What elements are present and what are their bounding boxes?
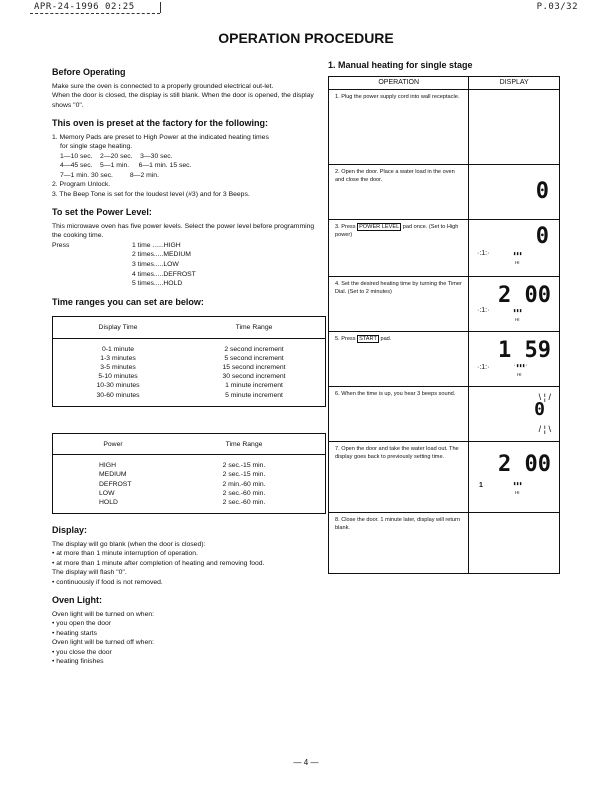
oven-light-heading: Oven Light: (52, 595, 102, 606)
power-bars-icon: ·▮▮▮· (513, 363, 529, 369)
heat-indicator-icon: ·:1:· (477, 250, 490, 257)
step-display (469, 442, 559, 512)
before-operating-p2: When the door is closed, the display is still blank. When the door is opened, the display shows "0". (52, 92, 314, 109)
display-heading: Display: (52, 525, 88, 536)
preset-item1: 1. Memory Pads are preset to High Power at the indicated heating times (52, 133, 269, 141)
table-row (53, 381, 325, 390)
oven-light-line: • you open the door (52, 620, 112, 628)
oven-light-line: • you close the door (52, 648, 112, 656)
display-section (52, 524, 324, 587)
step-display (469, 220, 559, 276)
table-header: Display Time (98, 324, 138, 332)
step-row (329, 442, 559, 513)
table-cell: MEDIUM (99, 471, 127, 479)
step-text: 4. Set the desired heating time by turning the Timer Dial. (Set to 2 minutes) (329, 277, 469, 331)
start-pad-label: START (359, 336, 377, 342)
step-row (329, 90, 559, 165)
fax-rule (30, 13, 160, 14)
table-row (53, 372, 325, 381)
table-cell: 2 sec.-15 min. (222, 471, 266, 479)
step-row (329, 277, 559, 332)
step-row (329, 220, 559, 277)
table-row (53, 480, 325, 489)
table-cell: 5 minute increment (225, 391, 283, 399)
before-operating-p1: Make sure the oven is connected to a properly grounded electrical out-let. (52, 82, 274, 90)
table-cell: 30-60 minutes (96, 391, 140, 399)
oven-light-section (52, 594, 324, 667)
table-cell: 2 sec.-60 min. (222, 498, 266, 506)
power-level-indicator: HI (515, 260, 520, 265)
table-cell: 1 minute increment (225, 382, 283, 390)
table-cell: DEFROST (99, 480, 132, 488)
power-level-indicator: HI (515, 490, 520, 495)
preset-item3: 3. The Beep Tone is set for the loudest level (#3) and for 3 Beeps. (52, 190, 250, 198)
page-title: OPERATION PROCEDURE (218, 30, 394, 46)
table-row (53, 470, 325, 479)
step-display (469, 513, 559, 573)
time-ranges-section (52, 296, 324, 515)
operation-table (328, 76, 560, 574)
step-text: 7. Open the door and take the water load out. The display goes back to previously setting time. (329, 442, 469, 512)
step-text (329, 332, 469, 386)
step-text: 1. Plug the power supply cord into wall receptacle. (329, 90, 469, 164)
power-level-p1: This microwave oven has five power levels. Select the power level before programming the cooking time. (52, 222, 315, 240)
lcd-digits: 2 00 (498, 452, 551, 477)
step-text (329, 220, 469, 276)
fax-header-left: APR-24-1996 02:25 (34, 2, 135, 12)
step-text: 2. Open the door. Place a water load in the oven and close the door. (329, 165, 469, 219)
table-cell: 30 second increment (222, 373, 286, 381)
before-operating-section (52, 66, 324, 110)
manual-heading: 1. Manual heating for single stage (328, 60, 473, 70)
power-level-heading: To set the Power Level: (52, 207, 152, 218)
display-column-header: DISPLAY (499, 79, 529, 86)
time-ranges-heading: Time ranges you can set are below: (52, 296, 204, 307)
table-cell: 5-10 minutes (98, 373, 138, 381)
table-header: Power (103, 440, 123, 448)
lcd-digits: 0 (534, 399, 545, 420)
preset-times-row: 7—1 min. 30 sec. 8—2 min. (60, 171, 159, 179)
table-row (53, 498, 325, 507)
step-text: 8. Close the door. 1 minute later, display will return blank. (329, 513, 469, 573)
display-line: The display will flash "0". (52, 569, 127, 577)
display-line: • at more than 1 minute interruption of operation. (52, 550, 198, 558)
display-line: • at more than 1 minute after completion of heating and removing food. (52, 559, 265, 567)
power-bars-icon: ▮▮▮ (513, 308, 523, 314)
power-level-indicator: HI (517, 372, 522, 377)
table-cell: 2 sec.-60 min. (222, 489, 266, 497)
preset-item2: 2. Program Unlock. (52, 181, 111, 189)
power-level-option: 5 times.....HOLD (132, 280, 183, 288)
before-operating-heading: Before Operating (52, 67, 126, 77)
display-time-table (52, 316, 326, 407)
lcd-digits: 2 00 (498, 283, 551, 308)
step-row (329, 387, 559, 442)
flash-rays-icon: / ¦ \ (538, 424, 551, 434)
table-cell: 5 second increment (224, 354, 284, 362)
oven-light-line: Oven light will be turned off when: (52, 639, 154, 647)
step-row (329, 165, 559, 220)
heat-indicator-icon: ·:1:· (477, 307, 490, 314)
table-cell: 0-1 minute (101, 345, 135, 353)
table-header: Time Range (235, 324, 273, 332)
power-level-option: 1 time ......HIGH (132, 241, 181, 249)
step-display (469, 165, 559, 219)
oven-light-line: Oven light will be turned on when: (52, 610, 155, 618)
step-text-pre: 5. Press (335, 336, 358, 342)
table-cell: 2 sec.-15 min. (222, 462, 266, 470)
lcd-digits: 1 59 (498, 338, 551, 363)
fax-tick (160, 2, 161, 13)
table-cell: 15 second increment (222, 364, 286, 371)
operation-column-header: OPERATION (329, 77, 469, 89)
table-cell: HIGH (99, 462, 116, 470)
display-line: The display will go blank (when the door is closed): (52, 540, 206, 548)
table-header: Time Range (225, 440, 263, 448)
power-bars-icon: ▮▮▮ (513, 481, 523, 487)
preset-section (52, 117, 324, 199)
step-text: 6. When the time is up, you hear 3 beeps sound. (329, 387, 469, 441)
table-row (53, 461, 325, 470)
table-cell: 10-30 minutes (96, 382, 140, 390)
table-cell: HOLD (99, 498, 118, 506)
table-cell: LOW (99, 489, 115, 497)
fax-header-right: P.03/32 (536, 2, 578, 12)
step-text-post: pad. (378, 336, 392, 342)
power-level-indicator: HI (515, 317, 520, 322)
table-cell: 3-5 minutes (100, 364, 136, 371)
preset-times-row: 1—10 sec. 2—20 sec. 3—30 sec. (60, 152, 173, 160)
step-row (329, 332, 559, 387)
table-row (53, 391, 325, 400)
step-display (469, 387, 559, 441)
power-level-option: 4 times.....DEFROST (132, 270, 196, 278)
step-row (329, 513, 559, 573)
step-display (469, 332, 559, 386)
step-text-pre: 3. Press (335, 224, 358, 230)
display-aux-digit: 1 (479, 482, 483, 489)
table-cell: 2 min.-60 min. (222, 480, 266, 488)
power-level-section (52, 206, 324, 288)
lcd-digits: 0 (535, 179, 549, 204)
heat-indicator-icon: ·:1:· (477, 364, 490, 371)
preset-heading: This oven is preset at the factory for the following: (52, 118, 269, 129)
preset-times-row: 4—45 sec. 5—1 min. 6—1 min. 15 sec. (60, 162, 192, 170)
lcd-digits: 0 (535, 224, 549, 249)
oven-light-line: • heating starts (52, 629, 98, 637)
left-column (52, 66, 324, 674)
table-row (53, 345, 325, 354)
step-display (469, 277, 559, 331)
table-cell: 2 second increment (224, 345, 284, 353)
power-level-option: 2 times.....MEDIUM (132, 251, 191, 259)
power-time-table (52, 433, 326, 514)
table-row (53, 354, 325, 363)
flash-rays-icon: \ ¦ / (538, 392, 551, 402)
table-cell: 1-3 minutes (100, 354, 136, 362)
step-display (469, 90, 559, 164)
press-label: Press (52, 241, 70, 249)
power-level-option: 3 times.....LOW (132, 261, 179, 268)
step-text-post: pad once. (Set to High power) (335, 224, 459, 238)
power-level-pad-label: POWER LEVEL (359, 224, 400, 230)
power-bars-icon: ▮▮▮ (513, 251, 523, 257)
oven-light-line: • heating finishes (52, 658, 104, 666)
table-row (53, 363, 325, 372)
display-line: • continuously if food is not removed. (52, 578, 163, 586)
table-row (53, 489, 325, 498)
page-number: — 4 — (293, 758, 319, 767)
preset-item1b: for single stage heating. (60, 143, 133, 151)
